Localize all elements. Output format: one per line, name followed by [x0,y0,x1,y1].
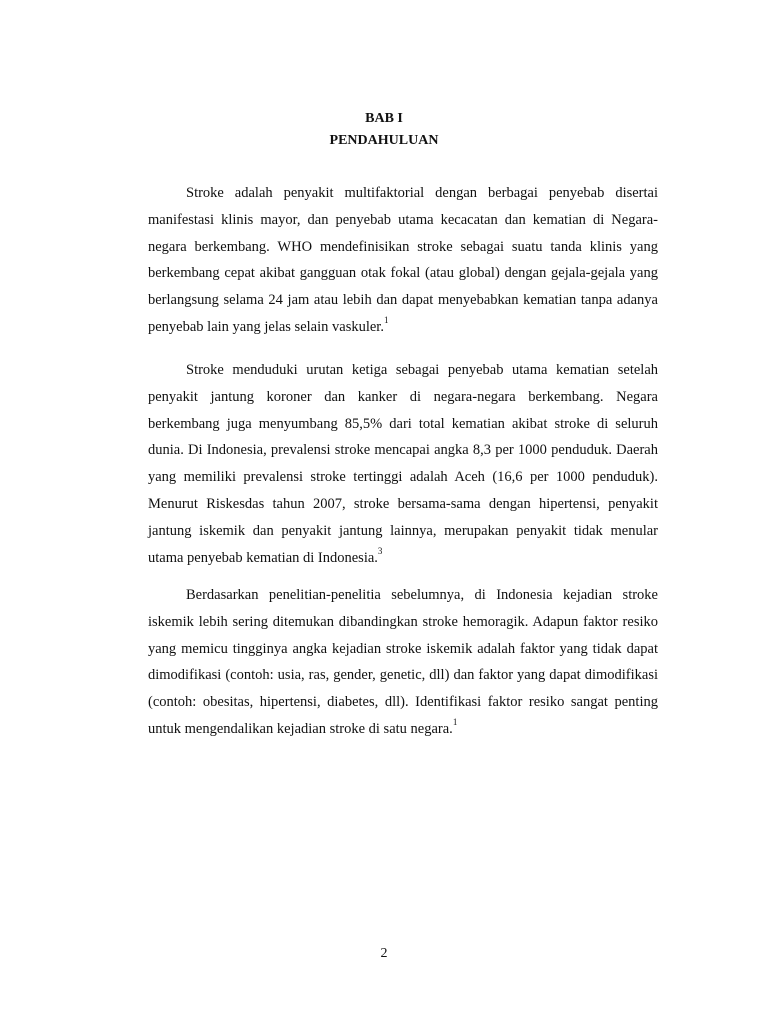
paragraph-2-text: Stroke menduduki urutan ketiga sebagai penyebab utama kematian setelah penyakit jantung koroner dan kanker di negara-negara berkembang. Negara berkembang juga menyumbang 85,5% dari total kematian akibat stroke di seluruh dunia. Di Indonesia, prevalensi stroke mencapai angka 8,3 per 1000 penduduk. Daerah yang memiliki prevalensi stroke tertinggi adalah Aceh (16,6 per 1000 penduduk). Menurut Riskesdas tahun 2007, stroke bersama-sama dengan hipertensi, penyakit jantung iskemik dan penyakit jantung lainnya, merupakan penyakit tidak menular utama penyebab kematian di Indonesia. [148,362,658,566]
paragraph-3-citation: 1 [452,717,458,728]
paragraph-1-citation: 1 [383,315,389,326]
paragraph-1 [148,180,658,341]
paragraph-1-text: Stroke adalah penyakit multifaktorial dengan berbagai penyebab disertai manifestasi klinis mayor, dan penyebab utama kecacatan dan kematian di Negara-negara berkembang. WHO mendefinisikan stroke sebagai suatu tanda klinis yang berkembang cepat akibat gangguan otak fokal (atau global) dengan gejala-gejala yang berlangsung selama 24 jam atau lebih dan dapat menyebabkan kematian tanpa adanya penyebab lain yang jelas selain vaskuler. [148,185,658,335]
paragraph-2 [148,357,658,571]
paragraph-3-text: Berdasarkan penelitian-penelitia sebelumnya, di Indonesia kejadian stroke iskemik lebih sering ditemukan dibandingkan stroke hemoragik. Adapun faktor resiko yang memicu tingginya angka kejadian stroke iskemik adalah faktor yang tidak dapat dimodifikasi (contoh: usia, ras, gender, genetic, dll) dan faktor yang dapat dimodifikasi (contoh: obesitas, hipertensi, diabetes, dll). Identifikasi faktor resiko sangat penting untuk mengendalikan kejadian stroke di satu negara. [148,587,658,737]
page-number: 2 [380,946,388,961]
chapter-heading: BAB I [365,111,403,126]
paragraph-2-citation: 3 [377,545,383,556]
paragraph-3 [148,582,658,743]
chapter-title: PENDAHULUAN [329,133,439,148]
